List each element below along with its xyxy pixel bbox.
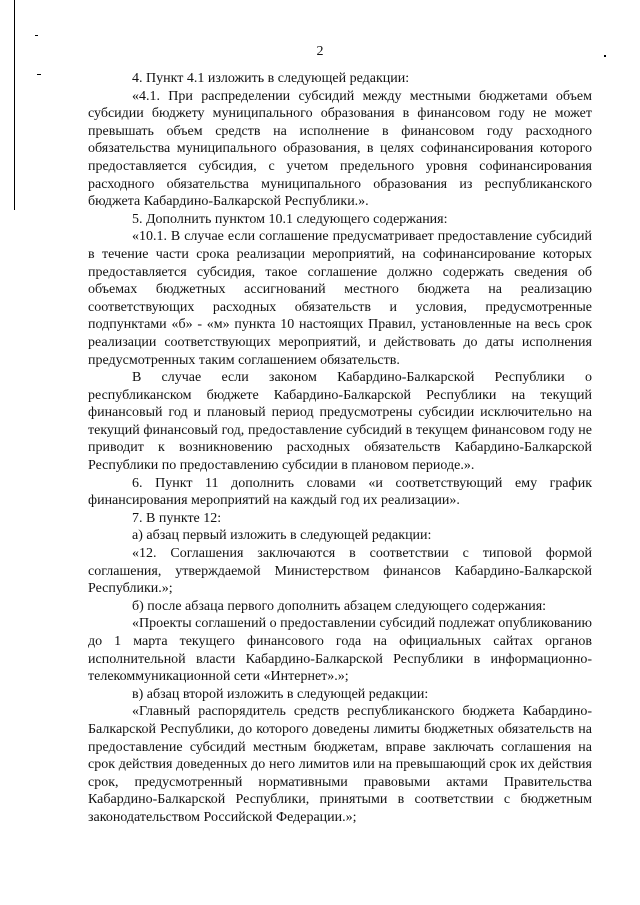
page-number: 2: [316, 44, 324, 59]
amendment-item-5: 5. Дополнить пунктом 10.1 следующего содержания:: [132, 211, 448, 227]
clause-12-text: «12. Соглашения заключаются в соответствии с типовой формой соглашения, утверждаемой Министерством финансов Кабардино-Балкарской Республики.»;: [88, 546, 592, 597]
subitem-b: б) после абзаца первого дополнить абзацем следующего содержания:: [132, 598, 547, 614]
scan-speck: [35, 35, 38, 36]
drafts-publication-text: «Проекты соглашений о предоставлении субсидий подлежат опубликованию до 1 марта текущего финансового года на официальных сайтах органов исполнительной власти Кабардино-Балкарской Республики в информационно-телекоммуникационной сети «Интернет».»;: [88, 616, 592, 685]
left-margin-line: [14, 0, 15, 210]
subitem-v: в) абзац второй изложить в следующей редакции:: [132, 686, 429, 702]
clause-10-1-second-paragraph: В случае если законом Кабардино-Балкарской Республики о республиканском бюджете Кабардино-Балкарской Республики на текущий финансовый год и плановый период предусмотрены субсидии исключительно на текущий финансовый год, предоставление субсидий в текущем финансовом году не приводит к возникновению расходных обязательств Кабардино-Балкарской Республики по предоставлению субсидии в плановом периоде.».: [88, 370, 592, 474]
clause-10-1-text: «10.1. В случае если соглашение предусматривает предоставление субсидий в течение части срока реализации мероприятий, на софинансирование которых предоставляется субсидия, такое соглашение должно содержать сведения об объемах бюджетных ассигнований местного бюджета на реализацию соответствующих расходных обязательств и условия, предусмотренные подпунктами «б» - «м» пункта 10 настоящих Правил, установленные на весь срок реализации соответствующих мероприятий, и действовать до даты исполнения предусмотренных таким соглашением обязательств.: [88, 229, 592, 368]
amendment-item-4: 4. Пункт 4.1 изложить в следующей редакции:: [132, 71, 410, 86]
clause-4-1-text: «4.1. При распределении субсидий между местными бюджетами объем субсидии бюджету муниципального образования в финансовом году не может превышать объем средств на исполнение в финансовом году расходного обязательства муниципального образования, в целях софинансирования которого предоставляется субсидия, с учетом предельного уровня софинансирования расходного обязательства муниципального образования из республиканского бюджета Кабардино-Балкарской Республики.».: [88, 88, 592, 210]
amendment-item-6: 6. Пункт 11 дополнить словами «и соответствующий ему график финансирования мероприятий на каждый год их реализации».: [88, 475, 592, 509]
scan-speck: [37, 74, 41, 75]
amendment-item-7: 7. В пункте 12:: [132, 510, 222, 526]
chief-administrator-text: «Главный распорядитель средств республиканского бюджета Кабардино-Балкарской Республики, до которого доведены лимиты бюджетных обязательств на предоставление субсидий местным бюджетам, вправе заключать соглашения на срок действия доведенных до него лимитов или на превышающий срок их действия срок, предусмотренный нормативными правовыми актами Правительства Кабардино-Балкарской Республики, принятыми в соответствии с бюджетным законодательством Российской Федерации.»;: [88, 704, 592, 825]
subitem-a: а) абзац первый изложить в следующей редакции:: [132, 528, 432, 544]
document-body: [88, 70, 592, 827]
